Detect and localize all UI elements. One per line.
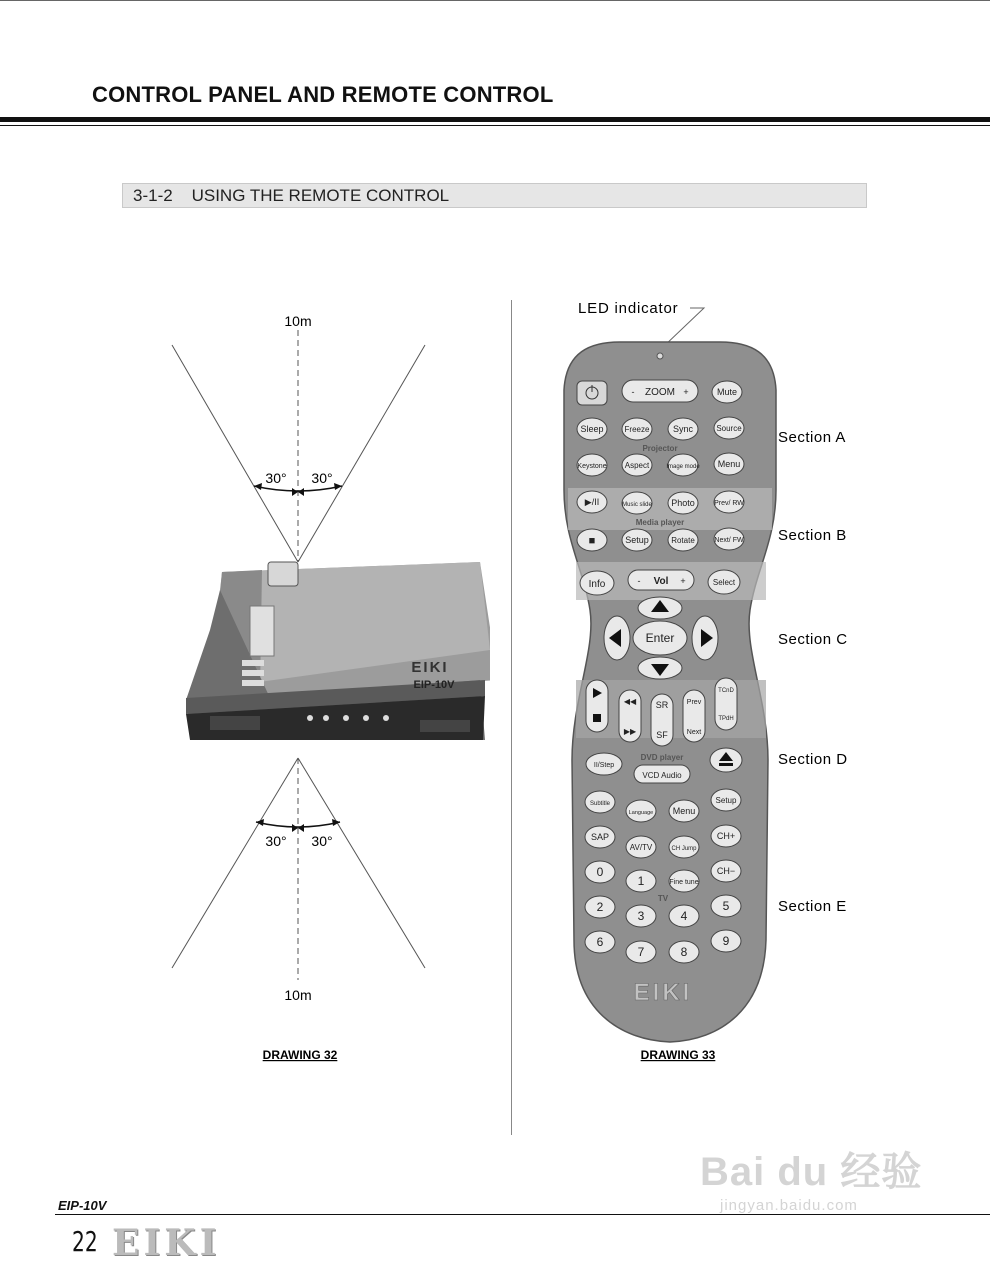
projector-brand: EIKI [411, 659, 449, 676]
play-stop-rocker [586, 680, 608, 732]
projector-keypad [250, 606, 274, 656]
svg-text:Sync: Sync [672, 424, 694, 434]
footer-rule [55, 1214, 990, 1215]
digit-4-button [669, 905, 699, 927]
cone-top-right [298, 345, 425, 562]
eject-button [710, 748, 742, 772]
cone-top-left [172, 345, 298, 562]
baidu-watermark [700, 1140, 922, 1214]
svg-text:6: 6 [596, 935, 604, 949]
led-indicator [657, 353, 663, 359]
mute-button [712, 381, 742, 403]
svg-text:Mute: Mute [716, 387, 738, 397]
svg-text:Subtitle: Subtitle [589, 801, 611, 807]
step-button [586, 753, 622, 775]
svg-text:Menu: Menu [717, 459, 741, 469]
svg-text:Image mode: Image mode [666, 464, 700, 470]
svg-text:CH+: CH+ [716, 831, 736, 841]
group-label-media: Media player [635, 518, 685, 527]
angle-left-top: 30° [265, 470, 287, 486]
header-rule-thin [0, 125, 990, 126]
svg-text:2: 2 [596, 900, 604, 914]
svg-text:Language: Language [628, 810, 654, 816]
section-a-label: Section A [778, 429, 846, 446]
svg-text:■: ■ [588, 535, 596, 547]
svg-text:Prev/ RW: Prev/ RW [714, 500, 744, 507]
range-bottom-label: 10m [284, 987, 312, 1003]
cone-bottom-right [298, 758, 425, 968]
digit-8-button [669, 941, 699, 963]
cone-bottom-left [172, 758, 298, 968]
section-heading: 3-1-2 USING THE REMOTE CONTROL [122, 183, 867, 208]
section-e-label: Section E [778, 898, 847, 915]
svg-text:CH−: CH− [716, 866, 736, 876]
svg-text:-: - [637, 576, 641, 586]
group-label-dvd: DVD player [640, 753, 684, 762]
svg-text:ZOOM: ZOOM [645, 387, 675, 398]
svg-text:Fine tune: Fine tune [669, 879, 699, 886]
group-label-projector: Projector [642, 444, 678, 453]
drawing-33-caption: DRAWING 33 [640, 1048, 716, 1062]
sleep-button [577, 418, 607, 440]
keystone-button [577, 454, 607, 476]
svg-text:VCD Audio: VCD Audio [642, 771, 682, 780]
header-rule [0, 117, 990, 122]
select-button [708, 570, 740, 594]
svg-text:Photo: Photo [671, 498, 695, 508]
next-fw-button [714, 528, 744, 550]
menu-button [714, 453, 744, 475]
led-indicator-label: LED indicator [578, 300, 679, 317]
svg-text:7: 7 [637, 945, 645, 959]
svg-text:5: 5 [722, 899, 730, 913]
range-top-label: 10m [284, 313, 312, 329]
section-c-label: Section C [778, 631, 848, 648]
svg-text:3: 3 [637, 909, 645, 923]
svg-text:TCnD: TCnD [718, 688, 734, 694]
svg-text:Enter: Enter [645, 631, 675, 645]
language-button [626, 800, 656, 822]
svg-text:0: 0 [596, 865, 604, 879]
angle-right-top: 30° [311, 470, 333, 486]
svg-text:Info: Info [588, 579, 606, 590]
svg-text:+: + [680, 576, 686, 586]
setup-button [622, 529, 652, 551]
sap-button [585, 826, 615, 848]
projector-illustration [186, 562, 490, 740]
projector-model: EIP-10V [413, 679, 455, 691]
fine-tune-button [669, 870, 699, 892]
page-number: 22 [72, 1225, 98, 1258]
vcd-audio-button [634, 765, 690, 783]
watermark-brand: Bai du 经验 [700, 1150, 923, 1194]
svg-text:Menu: Menu [672, 806, 696, 816]
music-slide-button [622, 492, 652, 514]
svg-text:Next/ FW: Next/ FW [714, 537, 744, 544]
ch-jump-button [669, 836, 699, 858]
footer-model: EIP-10V [58, 1198, 107, 1213]
av-tv-button [626, 836, 656, 858]
rw-ff-rocker [619, 690, 641, 742]
svg-text:SAP: SAP [590, 832, 610, 842]
digit-0-button [585, 861, 615, 883]
digit-5-button [711, 895, 741, 917]
power-button [577, 381, 607, 405]
svg-text:Next: Next [686, 729, 702, 736]
svg-text:Setup: Setup [715, 796, 737, 805]
digit-9-button [711, 930, 741, 952]
digit-7-button [626, 941, 656, 963]
watermark-url: jingyan.baidu.com [720, 1197, 858, 1214]
svg-text:8: 8 [680, 945, 688, 959]
svg-text:1: 1 [637, 874, 645, 888]
ch-plus-button [711, 825, 741, 847]
svg-text:CH Jump: CH Jump [671, 846, 697, 852]
svg-text:II/Step: II/Step [593, 762, 615, 769]
dvd-menu-button [669, 800, 699, 822]
freeze-button [622, 418, 652, 440]
rotate-button [668, 529, 698, 551]
aspect-button [622, 454, 652, 476]
nav-left-button [604, 616, 630, 660]
sync-button [668, 418, 698, 440]
nav-right-button [692, 616, 718, 660]
nav-down-button [638, 657, 682, 679]
angle-left-bottom: 30° [265, 833, 287, 849]
volume-rocker [628, 570, 694, 590]
svg-text:4: 4 [680, 909, 688, 923]
svg-text:+: + [683, 387, 689, 397]
tc-tp-rocker [715, 678, 737, 730]
subtitle-button [585, 791, 615, 813]
enter-button [633, 621, 687, 655]
svg-text:Select: Select [712, 578, 736, 587]
svg-text:▶/II: ▶/II [584, 497, 600, 507]
remote-brand-logo: EIKI [633, 979, 693, 1006]
digit-2-button [585, 896, 615, 918]
svg-text:Music slide: Music slide [622, 502, 652, 508]
section-b-label: Section B [778, 527, 847, 544]
info-button [580, 571, 614, 595]
footer-brand-logo: EIKI [112, 1222, 221, 1264]
stop-button [577, 529, 607, 551]
column-divider [511, 300, 512, 1135]
sr-sf-rocker [651, 694, 673, 746]
svg-text:SF: SF [656, 730, 668, 740]
drawing-33 [520, 290, 900, 1080]
prev-rw-button [714, 491, 744, 513]
digit-6-button [585, 931, 615, 953]
drawing-32-caption: DRAWING 32 [262, 1048, 338, 1062]
angle-right-bottom: 30° [311, 833, 333, 849]
play-pause-button [577, 491, 607, 513]
svg-text:Sleep: Sleep [580, 424, 604, 434]
svg-text:9: 9 [722, 934, 730, 948]
dvd-setup-button [711, 789, 741, 811]
photo-button [668, 492, 698, 514]
projector-lens [268, 562, 298, 586]
svg-text:Vol: Vol [653, 576, 669, 587]
svg-text:-: - [631, 387, 635, 397]
svg-text:Freeze: Freeze [624, 425, 650, 434]
nav-up-button [638, 597, 682, 619]
top-border [0, 0, 990, 1]
svg-text:Prev: Prev [686, 699, 702, 706]
svg-text:TPdH: TPdH [718, 716, 734, 722]
svg-text:Source: Source [716, 424, 742, 433]
digit-3-button [626, 905, 656, 927]
source-button [714, 417, 744, 439]
svg-text:Rotate: Rotate [671, 536, 695, 545]
ch-minus-button [711, 860, 741, 882]
section-d-label: Section D [778, 751, 848, 768]
drawing-32 [150, 300, 490, 1080]
svg-text:SR: SR [655, 700, 669, 710]
svg-text:Keystone: Keystone [577, 463, 607, 470]
svg-text:Aspect: Aspect [624, 461, 650, 470]
group-label-tv: TV [657, 894, 669, 903]
page-header-title: CONTROL PANEL AND REMOTE CONTROL [92, 82, 554, 107]
angle-arc-top [254, 486, 342, 491]
svg-text:Setup: Setup [625, 535, 649, 545]
digit-1-button [626, 870, 656, 892]
svg-text:▶▶: ▶▶ [623, 727, 637, 736]
prev-next-rocker [683, 690, 705, 742]
svg-text:AV/TV: AV/TV [629, 843, 653, 852]
svg-text:◀◀: ◀◀ [623, 697, 637, 706]
zoom-rocker [622, 380, 698, 402]
